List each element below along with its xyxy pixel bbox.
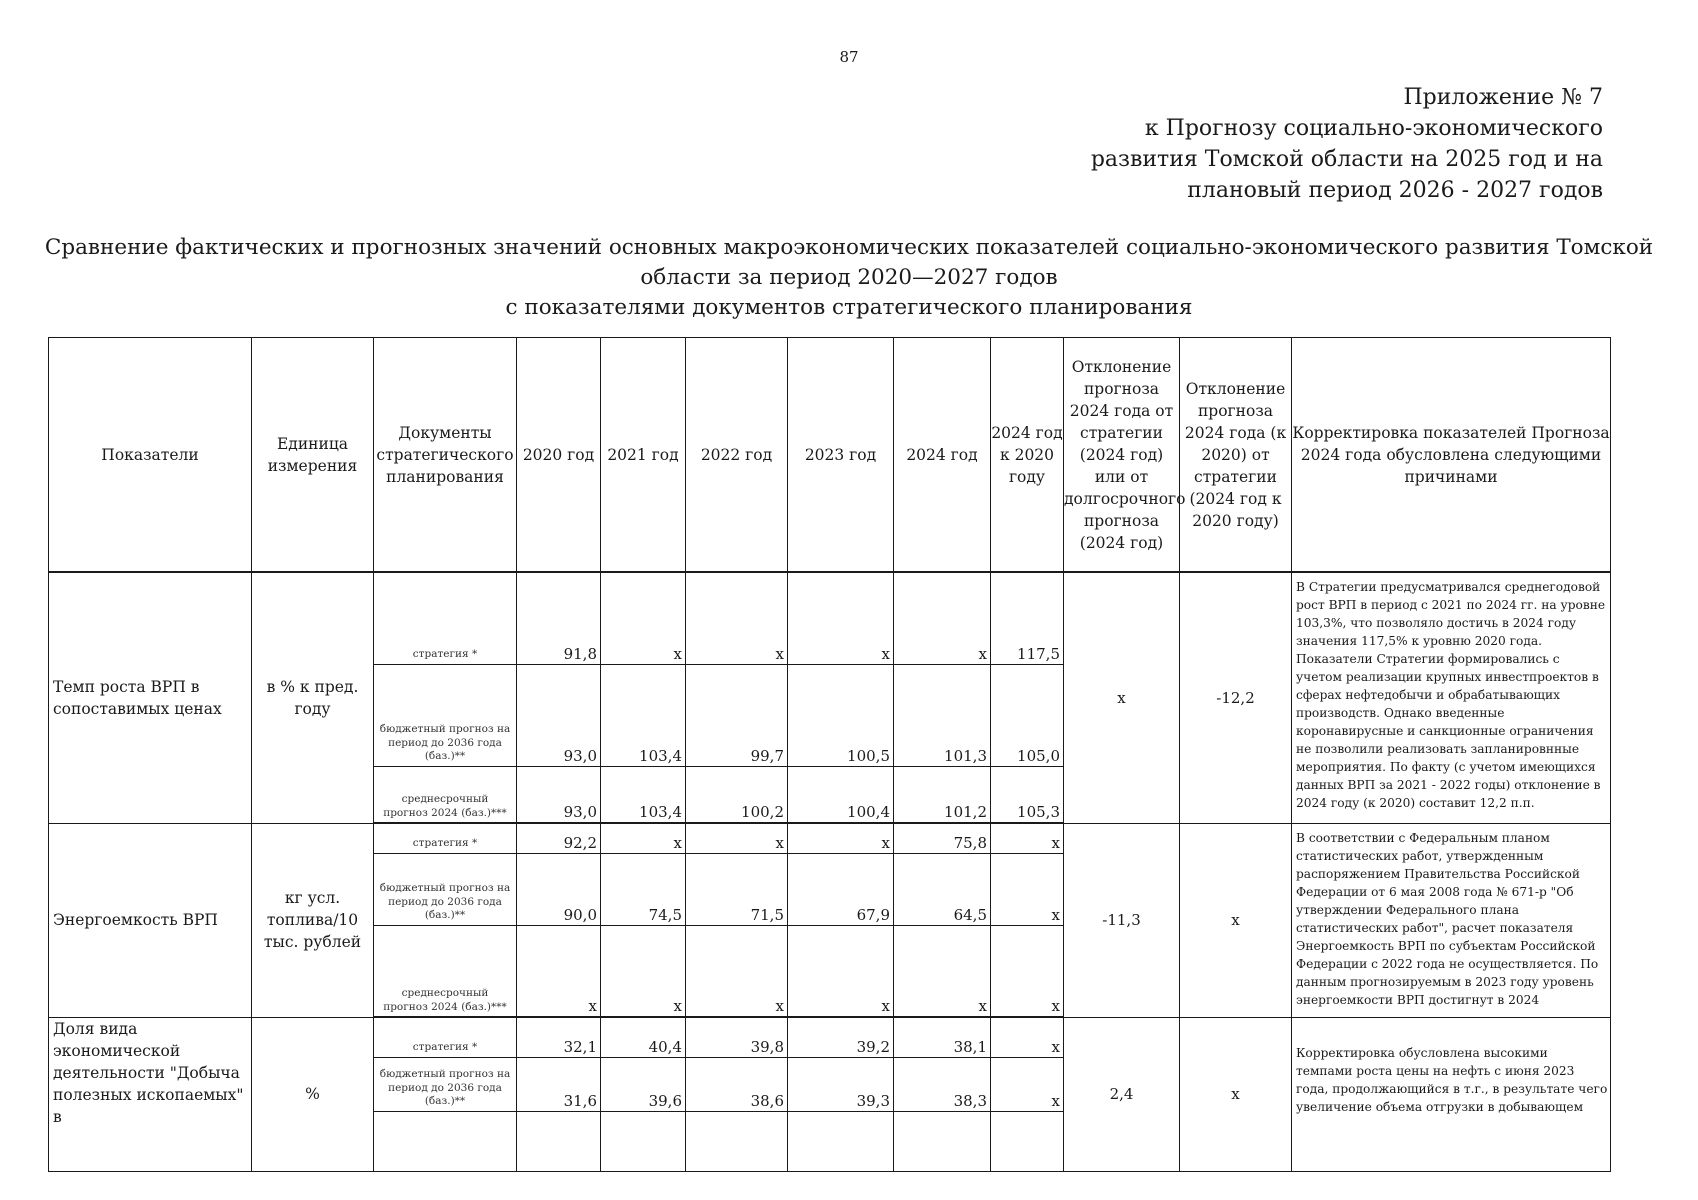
table-row [49, 572, 1611, 664]
value-empty [686, 1111, 788, 1171]
deviation-2020: -12,2 [1180, 572, 1292, 823]
deviation-2020: x [1180, 823, 1292, 1017]
header-2023: 2023 год [788, 338, 894, 573]
document-type: стратегия * [374, 572, 517, 664]
value-2024: 38,1 [894, 1017, 991, 1057]
document-title [40, 233, 1658, 323]
value-2020: 91,8 [517, 572, 601, 664]
value-2020: 32,1 [517, 1017, 601, 1057]
header-unit: Единица измерения [252, 338, 374, 573]
value-empty [517, 1111, 601, 1171]
value-empty [991, 1111, 1064, 1171]
value-2024: x [894, 925, 991, 1017]
header-2021: 2021 год [601, 338, 686, 573]
title-line-2: области за период 2020—2027 годов [640, 265, 1058, 290]
value-2022: 39,8 [686, 1017, 788, 1057]
table-row [49, 1017, 1611, 1057]
reason-text: Корректировка обусловлена высокими темпами роста цены на нефть с июня 2023 года, продолжающийся в т.г., в результате чего увеличение объема отгрузки в добывающем [1292, 1017, 1611, 1171]
value-2024-to-2020: x [991, 925, 1064, 1017]
value-empty [601, 1111, 686, 1171]
value-2022: x [686, 823, 788, 853]
indicator-name: Темп роста ВРП в сопоставимых ценах [49, 572, 252, 823]
value-2020: 90,0 [517, 853, 601, 925]
value-2024-to-2020: x [991, 823, 1064, 853]
value-2021: 40,4 [601, 1017, 686, 1057]
value-empty [788, 1111, 894, 1171]
header-row [49, 338, 1611, 573]
value-2024-to-2020: 105,0 [991, 664, 1064, 766]
header-documents: Документы стратегического планирования [374, 338, 517, 573]
value-2024: 64,5 [894, 853, 991, 925]
value-2024-to-2020: x [991, 853, 1064, 925]
header-2024: 2024 год [894, 338, 991, 573]
header-reasons: Корректировка показателей Прогноза 2024 года обусловлена следующими причинами [1292, 338, 1611, 573]
indicator-name: Доля вида экономической деятельности "Добыча полезных ископаемых" в [49, 1017, 252, 1171]
value-2020: 93,0 [517, 664, 601, 766]
value-2022: 99,7 [686, 664, 788, 766]
header-indicator: Показатели [49, 338, 252, 573]
document-type: бюджетный прогноз на период до 2036 года (баз.)** [374, 664, 517, 766]
value-2021: 103,4 [601, 766, 686, 823]
value-2024-to-2020: 117,5 [991, 572, 1064, 664]
value-2024: x [894, 572, 991, 664]
value-2024-to-2020: 105,3 [991, 766, 1064, 823]
table-viewport [48, 337, 1610, 1126]
value-2020: x [517, 925, 601, 1017]
value-2024: 38,3 [894, 1057, 991, 1111]
value-2023: 39,2 [788, 1017, 894, 1057]
deviation-strategy: x [1064, 572, 1180, 823]
appendix-heading [1083, 82, 1603, 206]
value-2023: 100,5 [788, 664, 894, 766]
value-2023: 100,4 [788, 766, 894, 823]
value-2022: x [686, 572, 788, 664]
document-type: среднесрочный прогноз 2024 (баз.)*** [374, 766, 517, 823]
appendix-line-3: развития Томской области на 2025 год и на [1090, 147, 1603, 172]
indicator-unit: % [252, 1017, 374, 1171]
header-2022: 2022 год [686, 338, 788, 573]
value-2024: 101,2 [894, 766, 991, 823]
value-2024: 101,3 [894, 664, 991, 766]
value-2022: 38,6 [686, 1057, 788, 1111]
appendix-line-4: плановый период 2026 - 2027 годов [1187, 178, 1603, 203]
value-2022: 100,2 [686, 766, 788, 823]
indicator-name: Энергоемкость ВРП [49, 823, 252, 1017]
header-deviation-2020: Отклонение прогноза 2024 года (к 2020) от стратегии (2024 год к 2020 году) [1180, 338, 1292, 573]
document-type: стратегия * [374, 1017, 517, 1057]
appendix-line-1: Приложение № 7 [1403, 85, 1603, 110]
value-2023: 67,9 [788, 853, 894, 925]
value-2023: 39,3 [788, 1057, 894, 1111]
title-line-1: Сравнение фактических и прогнозных значений основных макроэкономических показателей социально-экономического развития Томской [44, 235, 1654, 260]
value-2022: x [686, 925, 788, 1017]
value-2021: 39,6 [601, 1057, 686, 1111]
value-2021: 103,4 [601, 664, 686, 766]
value-2021: x [601, 572, 686, 664]
document-type: стратегия * [374, 823, 517, 853]
deviation-2020: x [1180, 1017, 1292, 1171]
value-2023: x [788, 925, 894, 1017]
comparison-table [48, 337, 1611, 1172]
value-empty [894, 1111, 991, 1171]
value-2020: 31,6 [517, 1057, 601, 1111]
header-2024-to-2020: 2024 год к 2020 году [991, 338, 1064, 573]
deviation-strategy: -11,3 [1064, 823, 1180, 1017]
value-2023: x [788, 572, 894, 664]
value-2021: x [601, 925, 686, 1017]
reason-text: В Стратегии предусматривался среднегодовой рост ВРП в период с 2021 по 2024 гг. на уровне 103,3%, что позволяло достичь в 2024 году значения 117,5% к уровню 2020 года. Показатели Стратегии формировались с учетом реализации крупных инвестпроектов в сферах нефтедобычи и обрабатывающих производств. Однако введенные коронавирусные и санкционные ограничения не позволили реализовать запланировнные мероприятия. По факту (с учетом имеющихся данных ВРП за 2021 - 2022 годы) отклонение в 2024 году (к 2020) составит 12,2 п.п. [1292, 572, 1611, 823]
value-2020: 92,2 [517, 823, 601, 853]
document-type: бюджетный прогноз на период до 2036 года (баз.)** [374, 853, 517, 925]
title-line-3: с показателями документов стратегического планирования [505, 295, 1193, 320]
value-2024-to-2020: x [991, 1017, 1064, 1057]
reason-text: В соответствии с Федеральным планом статистических работ, утвержденным распоряжением Правительства Российской Федерации от 6 мая 2008 года № 671-р "Об утверждении Федерального плана статистических работ", расчет показателя Энергоемкость ВРП по субъектам Российской Федерации с 2022 года не осуществляется. По данным прогнозируемым в 2023 году уровень энергоемкости ВРП достигнут в 2024 [1292, 823, 1611, 1017]
appendix-line-2: к Прогнозу социально-экономического [1144, 116, 1603, 141]
document-type: среднесрочный прогноз 2024 (баз.)*** [374, 925, 517, 1017]
document-type-empty [374, 1111, 517, 1171]
header-deviation-strategy: Отклонение прогноза 2024 года от стратегии (2024 год) или от долгосрочного прогноза (2024 год) [1064, 338, 1180, 573]
value-2023: x [788, 823, 894, 853]
page-number: 87 [839, 48, 859, 66]
value-2021: x [601, 823, 686, 853]
document-type: бюджетный прогноз на период до 2036 года (баз.)** [374, 1057, 517, 1111]
value-2022: 71,5 [686, 853, 788, 925]
table-row [49, 823, 1611, 853]
value-2020: 93,0 [517, 766, 601, 823]
indicator-unit: кг усл. топлива/10 тыс. рублей [252, 823, 374, 1017]
value-2021: 74,5 [601, 853, 686, 925]
value-2024: 75,8 [894, 823, 991, 853]
header-2020: 2020 год [517, 338, 601, 573]
value-2024-to-2020: x [991, 1057, 1064, 1111]
indicator-unit: в % к пред. году [252, 572, 374, 823]
deviation-strategy: 2,4 [1064, 1017, 1180, 1171]
